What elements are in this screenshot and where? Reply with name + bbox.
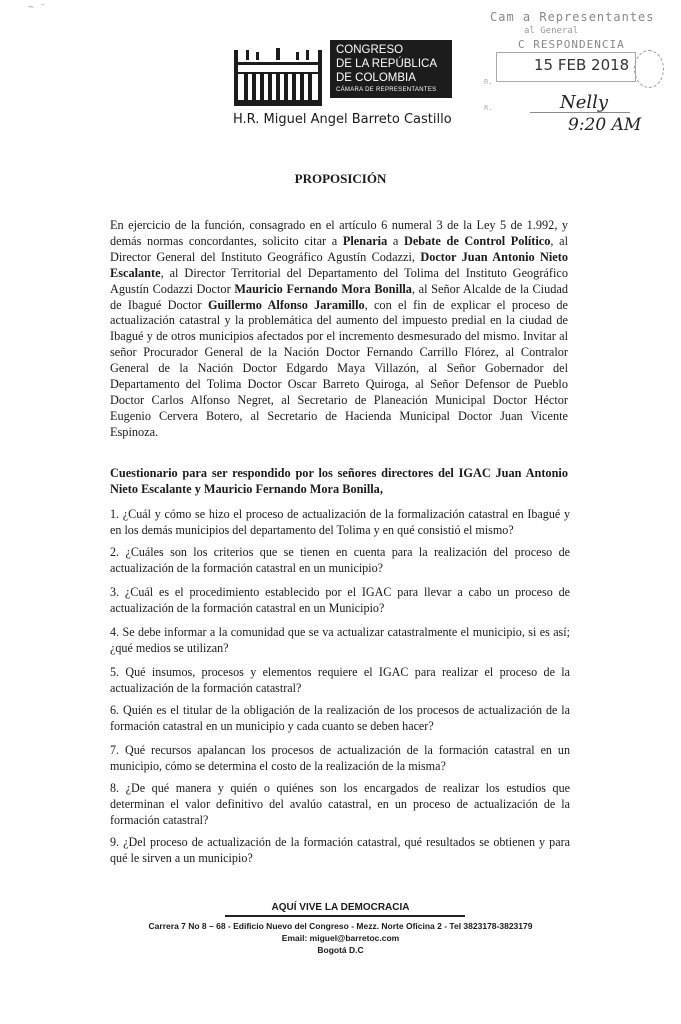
question-9: 9. ¿Del proceso de actualización de la formación catastral, qué resultados se obtienen y para qué le sirven a un municipio? bbox=[110, 835, 570, 866]
logo-line-3: DE COLOMBIA bbox=[336, 72, 416, 84]
member-name: H.R. Miguel Angel Barreto Castillo bbox=[233, 112, 452, 127]
question-4: 4. Se debe informar a la comunidad que se va actualizar catastralmente el municipio, si es así; ¿qué medios se utilizan? bbox=[110, 625, 570, 656]
question-7: 7. Qué recursos apalancan los procesos de actualización de la formación catastral en un municipio, cómo se determina el costo de la realización de la misma? bbox=[110, 743, 570, 774]
stamp-mark-1: R. bbox=[484, 78, 493, 86]
para-text-5: , al Señor Alcalde de la Ciudad de Ibagué Doctor bbox=[110, 281, 568, 312]
corner-marks: ~ ⁻ bbox=[28, 2, 47, 13]
footer-slogan: AQUÍ VIVE LA DEMOCRACIA bbox=[271, 902, 410, 913]
question-5: 5. Qué insumos, procesos y elementos requiere el IGAC para realizar el proceso de la actualización de la formación catastral? bbox=[110, 665, 570, 696]
question-6: 6. Quién es el titular de la obligación de la realización de los procesos de actualización de la formación catastral en un municipio y cada cuanto se deben hacer? bbox=[110, 703, 570, 734]
logo-subtitle: CÁMARA DE REPRESENTANTES bbox=[336, 87, 437, 93]
stamp-line-1: Cam a Representantes bbox=[490, 10, 655, 24]
footer-divider bbox=[225, 915, 465, 917]
seal-icon bbox=[634, 50, 664, 88]
para-bold-4: Mauricio Fernando Mora Bonilla bbox=[234, 281, 412, 296]
question-3: 3. ¿Cuál es el procedimiento establecido por el IGAC para llevar a cabo un proceso de actualización de la formación catastral en un Municipio? bbox=[110, 585, 570, 616]
question-8: 8. ¿De qué manera y quién o quiénes son los encargados de realizar los estudios que determinan el valor definitivo del avalúo catastral, en un proceso de actualización de la formación catastral? bbox=[110, 781, 570, 828]
questionnaire-heading: Cuestionario para ser respondido por los señores directores del IGAC Juan Antonio Nieto Escalante y Mauricio Fernando Mora Bonilla, bbox=[110, 466, 568, 496]
para-text-3: , al Director General del Instituto Geográfico Agustín Codazzi, bbox=[110, 233, 568, 264]
signature: Nelly bbox=[560, 92, 609, 113]
logo-line-2: DE LA REPÚBLICA bbox=[336, 58, 437, 70]
footer-email: Email: miguel@barretoc.com bbox=[281, 933, 400, 943]
para-text-2: a bbox=[387, 233, 404, 248]
para-bold-5: Guillermo Alfonso Jaramillo bbox=[207, 297, 365, 312]
para-text-4: , al Director Territorial del Departamento del Tolima del Instituto Geográfico Agustín Codazzi Doctor bbox=[110, 265, 568, 296]
page-title: PROPOSICIÓN bbox=[294, 171, 387, 186]
stamp-date: 15 FEB 2018 bbox=[534, 56, 630, 74]
para-bold-2: Debate de Control Político bbox=[403, 233, 551, 248]
stamp-line-2: al General bbox=[524, 26, 579, 36]
footer-city: Bogotá D.C bbox=[317, 945, 364, 955]
received-time: 9:20 AM bbox=[568, 115, 642, 135]
para-bold-3: Doctor Juan Antonio Nieto Escalante bbox=[110, 249, 568, 280]
para-text-6: , con el fin de explicar el proceso de actualización catastral y la problemática del aumento del impuesto predial en la ciudad de Ibagué y de otros municipios afectados por el incremento desmesurado del mismo. Invitar al señor Procurador General de la Nación Doctor Fernando Carrillo Flórez, al Contralor General de la Nación Doctor Edgardo Maya Villazón, al Señor Gobernador del Departamento del Tolima Doctor Oscar Barreto Quiroga, al Señor Defensor de Pueblo Doctor Carlos Alfonso Negret, al Secretario de Planeación Municipal Doctor Héctor Eugenio Cervera Botero, al Secretario de Hacienda Municipal Doctor Juan Vicente Espinoza. bbox=[110, 297, 568, 439]
congress-logo-icon bbox=[232, 42, 324, 108]
stamp-mark-2: R. bbox=[484, 104, 493, 112]
question-1: 1. ¿Cuál y cómo se hizo el proceso de actualización de la formalización catastral en Ibagué y en los demás municipios del departamento del Tolima y en qué consistió el mismo? bbox=[110, 507, 570, 538]
stamp-line-3: C RESPONDENCIA bbox=[518, 38, 625, 51]
para-bold-1: Plenaria bbox=[342, 233, 388, 248]
para-text-1: En ejercicio de la función, consagrado en el artículo 6 numeral 3 de la Ley 5 de 1.992, y demás normas concordantes, solicito citar a bbox=[110, 218, 568, 248]
body-paragraph bbox=[110, 218, 568, 441]
congress-logo-text bbox=[330, 40, 452, 98]
footer-address: Carrera 7 No 8 – 68 - Edificio Nuevo del Congreso - Mezz. Norte Oficina 2 - Tel 3823178-3823179 bbox=[148, 921, 533, 931]
logo-line-1: CONGRESO bbox=[336, 44, 404, 56]
question-2: 2. ¿Cuáles son los criterios que se tienen en cuenta para la realización del proceso de actualización de la formación catastral en un municipio? bbox=[110, 545, 570, 576]
